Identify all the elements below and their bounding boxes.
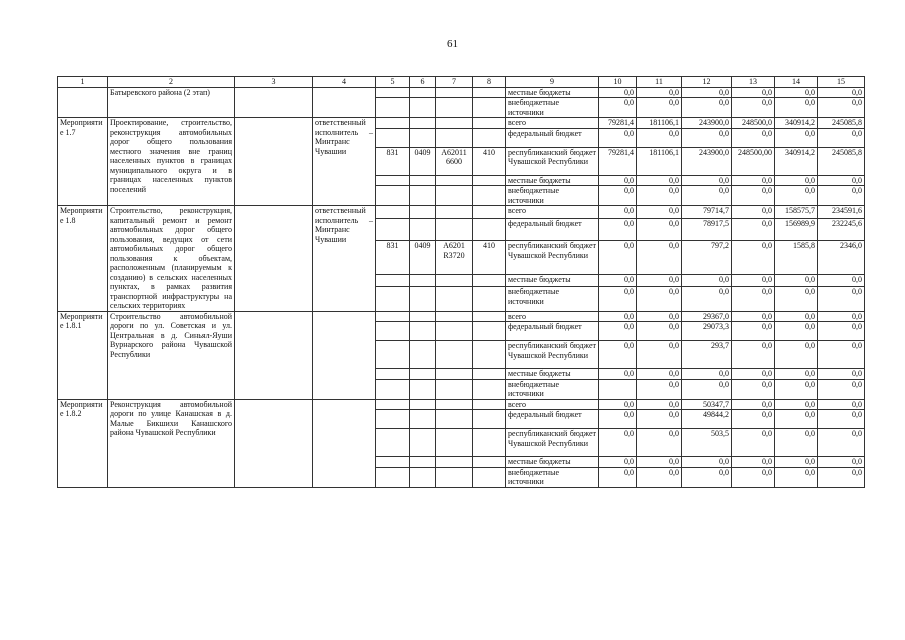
amount-cell: 232245,6 [818, 218, 865, 241]
amount-cell: 0,0 [637, 399, 682, 410]
funding-source-cell: всего [506, 206, 599, 219]
empty-cell [376, 175, 410, 186]
amount-cell: 0,0 [732, 399, 775, 410]
target-article-cell [436, 399, 473, 410]
amount-cell: 0,0 [775, 128, 818, 147]
empty-cell [436, 369, 473, 380]
empty-cell [436, 118, 473, 129]
amount-cell: 0,0 [775, 410, 818, 429]
empty-cell [473, 98, 506, 118]
amount-cell: 0,0 [818, 322, 865, 341]
empty-cell [235, 206, 313, 312]
amount-cell: 0,0 [818, 98, 865, 118]
amount-cell: 0,0 [732, 341, 775, 369]
amount-cell: 0,0 [599, 311, 637, 322]
amount-cell: 0,0 [599, 341, 637, 369]
empty-cell [376, 410, 410, 429]
amount-cell: 0,0 [818, 287, 865, 311]
amount-cell: 0,0 [732, 322, 775, 341]
amount-cell: 0,0 [775, 429, 818, 457]
amount-cell: 0,0 [599, 87, 637, 98]
amount-cell: 0,0 [637, 369, 682, 380]
amount-cell: 29367,0 [682, 311, 732, 322]
empty-cell [473, 118, 506, 129]
funding-source-cell: республиканский бюджет Чувашской Республики [506, 241, 599, 275]
empty-cell [436, 287, 473, 311]
empty-cell [235, 399, 313, 487]
amount-cell: 0,0 [775, 369, 818, 380]
table-row [58, 118, 865, 129]
amount-cell: 0,0 [599, 287, 637, 311]
amount-cell: 0,0 [682, 175, 732, 186]
amount-cell: 0,0 [637, 379, 682, 399]
amount-cell: 0,0 [599, 410, 637, 429]
executor-cell [313, 87, 376, 118]
amount-cell: 0,0 [775, 467, 818, 487]
funding-source-cell: местные бюджеты [506, 274, 599, 287]
funding-source-cell: местные бюджеты [506, 175, 599, 186]
empty-cell [410, 175, 436, 186]
amount-cell: 0,0 [637, 241, 682, 275]
amount-cell: 0,0 [732, 379, 775, 399]
amount-cell: 0,0 [637, 467, 682, 487]
amount-cell: 158575,7 [775, 206, 818, 219]
header-cell: 3 [235, 77, 313, 88]
amount-cell: 0,0 [599, 128, 637, 147]
amount-cell: 0,0 [732, 87, 775, 98]
amount-cell: 245085,8 [818, 118, 865, 129]
empty-cell [436, 98, 473, 118]
amount-cell: 0,0 [732, 175, 775, 186]
empty-cell [376, 98, 410, 118]
gkbs-code-cell [376, 399, 410, 410]
amount-cell: 0,0 [732, 410, 775, 429]
funding-source-cell: внебюджетные источники [506, 186, 599, 206]
empty-cell [376, 287, 410, 311]
amount-cell: 0,0 [818, 379, 865, 399]
empty-cell [410, 218, 436, 241]
amount-cell: 0,0 [637, 274, 682, 287]
empty-cell [473, 175, 506, 186]
amount-cell: 0,0 [599, 175, 637, 186]
empty-cell [410, 128, 436, 147]
empty-cell [376, 186, 410, 206]
funding-source-cell: внебюджетные источники [506, 287, 599, 311]
empty-cell [473, 322, 506, 341]
amount-cell: 0,0 [732, 467, 775, 487]
empty-cell [235, 87, 313, 118]
empty-cell [473, 186, 506, 206]
measure-code-cell [58, 87, 108, 118]
empty-cell [376, 369, 410, 380]
amount-cell: 0,0 [775, 274, 818, 287]
amount-cell: 0,0 [732, 311, 775, 322]
empty-cell [376, 274, 410, 287]
funding-source-cell: республиканский бюджет Чувашской Республики [506, 341, 599, 369]
amount-cell: 0,0 [775, 98, 818, 118]
expense-type-cell [473, 399, 506, 410]
empty-cell [410, 410, 436, 429]
empty-cell [376, 457, 410, 468]
expense-type-cell [473, 87, 506, 98]
empty-cell [473, 410, 506, 429]
empty-cell [410, 467, 436, 487]
amount-cell: 0,0 [775, 87, 818, 98]
empty-cell [436, 341, 473, 369]
section-code-cell [410, 311, 436, 322]
empty-cell [473, 379, 506, 399]
amount-cell: 0,0 [818, 410, 865, 429]
empty-cell [410, 379, 436, 399]
funding-source-cell: внебюджетные источники [506, 379, 599, 399]
empty-cell [376, 128, 410, 147]
empty-cell [436, 218, 473, 241]
amount-cell: 0,0 [818, 128, 865, 147]
amount-cell: 0,0 [818, 175, 865, 186]
section-code-cell: 0409 [410, 147, 436, 175]
amount-cell: 0,0 [732, 369, 775, 380]
empty-cell [410, 287, 436, 311]
empty-cell [473, 369, 506, 380]
header-cell: 1 [58, 77, 108, 88]
empty-cell [436, 410, 473, 429]
header-cell: 4 [313, 77, 376, 88]
amount-cell: 0,0 [732, 128, 775, 147]
empty-cell [410, 98, 436, 118]
executor-cell: ответственный исполнитель – Минтранс Чувашии [313, 118, 376, 206]
amount-cell: 0,0 [637, 457, 682, 468]
amount-cell: 0,0 [775, 186, 818, 206]
amount-cell: 0,0 [599, 274, 637, 287]
amount-cell: 0,0 [818, 341, 865, 369]
amount-cell: 78917,5 [682, 218, 732, 241]
amount-cell: 0,0 [818, 311, 865, 322]
empty-cell [473, 457, 506, 468]
funding-source-cell: всего [506, 311, 599, 322]
empty-cell [473, 128, 506, 147]
header-cell: 14 [775, 77, 818, 88]
amount-cell: 0,0 [599, 241, 637, 275]
empty-cell [410, 369, 436, 380]
funding-source-cell: федеральный бюджет [506, 128, 599, 147]
empty-cell [376, 379, 410, 399]
amount-cell: 0,0 [682, 98, 732, 118]
amount-cell: 0,0 [637, 218, 682, 241]
amount-cell: 79281,4 [599, 118, 637, 129]
amount-cell: 181106,1 [637, 118, 682, 129]
expense-type-cell: 410 [473, 241, 506, 275]
empty-cell [436, 175, 473, 186]
amount-cell: 0,0 [637, 186, 682, 206]
amount-cell: 0,0 [599, 206, 637, 219]
table-body [58, 77, 865, 488]
expense-type-cell: 410 [473, 147, 506, 175]
empty-cell [473, 429, 506, 457]
measure-code-cell: Мероприятие 1.8.1 [58, 311, 108, 399]
funding-source-cell: местные бюджеты [506, 87, 599, 98]
measure-description-cell: Реконструкция автомобильной дороги по улице Канашская в д. Малые Бикшихи Канашского района Чувашской Республики [108, 399, 235, 487]
empty-cell [436, 128, 473, 147]
amount-cell: 0,0 [818, 87, 865, 98]
amount-cell: 0,0 [732, 274, 775, 287]
amount-cell: 0,0 [682, 186, 732, 206]
amount-cell: 0,0 [818, 369, 865, 380]
amount-cell: 248500,00 [732, 147, 775, 175]
amount-cell: 0,0 [637, 87, 682, 98]
funding-source-cell: федеральный бюджет [506, 218, 599, 241]
amount-cell: 181106,1 [637, 147, 682, 175]
header-cell: 11 [637, 77, 682, 88]
amount-cell: 0,0 [637, 429, 682, 457]
amount-cell: 2346,0 [818, 241, 865, 275]
amount-cell: 0,0 [775, 175, 818, 186]
empty-cell [436, 429, 473, 457]
empty-cell [235, 118, 313, 206]
header-cell: 10 [599, 77, 637, 88]
gkbs-code-cell: 831 [376, 147, 410, 175]
funding-source-cell: всего [506, 399, 599, 410]
gkbs-code-cell [376, 87, 410, 98]
amount-cell: 0,0 [637, 98, 682, 118]
header-cell: 8 [473, 77, 506, 88]
gkbs-code-cell: 831 [376, 241, 410, 275]
empty-cell [436, 457, 473, 468]
header-cell: 13 [732, 77, 775, 88]
amount-cell: 0,0 [732, 287, 775, 311]
amount-cell: 49844,2 [682, 410, 732, 429]
amount-cell [599, 379, 637, 399]
amount-cell: 0,0 [732, 429, 775, 457]
table-row [58, 399, 865, 410]
amount-cell: 243900,0 [682, 147, 732, 175]
funding-source-cell: всего [506, 118, 599, 129]
amount-cell: 0,0 [637, 128, 682, 147]
amount-cell: 340914,2 [775, 118, 818, 129]
budget-table [57, 76, 865, 488]
amount-cell: 0,0 [599, 98, 637, 118]
amount-cell: 0,0 [637, 410, 682, 429]
amount-cell: 0,0 [818, 399, 865, 410]
amount-cell: 0,0 [682, 274, 732, 287]
expense-type-cell [473, 311, 506, 322]
empty-cell [410, 429, 436, 457]
amount-cell: 0,0 [682, 379, 732, 399]
amount-cell: 248500,0 [732, 118, 775, 129]
target-article-cell: А62011 6600 [436, 147, 473, 175]
amount-cell: 243900,0 [682, 118, 732, 129]
executor-cell [313, 399, 376, 487]
amount-cell: 0,0 [818, 467, 865, 487]
amount-cell: 0,0 [732, 206, 775, 219]
header-cell: 2 [108, 77, 235, 88]
amount-cell: 0,0 [599, 467, 637, 487]
empty-cell [410, 186, 436, 206]
amount-cell: 0,0 [682, 369, 732, 380]
funding-source-cell: республиканский бюджет Чувашской Республики [506, 147, 599, 175]
amount-cell: 0,0 [682, 128, 732, 147]
empty-cell [473, 341, 506, 369]
amount-cell: 0,0 [818, 274, 865, 287]
measure-code-cell: Мероприятие 1.8.2 [58, 399, 108, 487]
amount-cell: 0,0 [637, 341, 682, 369]
amount-cell: 0,0 [637, 206, 682, 219]
empty-cell [473, 218, 506, 241]
section-code-cell [410, 87, 436, 98]
measure-description-cell: Строительство автомобильной дороги по ул. Советская и ул. Центральная в д. Синьял-Яуши Вурнарского района Чувашской Республики [108, 311, 235, 399]
amount-cell: 0,0 [775, 399, 818, 410]
amount-cell: 0,0 [732, 457, 775, 468]
executor-cell [313, 311, 376, 399]
target-article-cell [436, 87, 473, 98]
amount-cell: 0,0 [732, 241, 775, 275]
measure-code-cell: Мероприятие 1.8 [58, 206, 108, 312]
amount-cell: 0,0 [599, 322, 637, 341]
funding-source-cell: внебюджетные источники [506, 467, 599, 487]
table-row [58, 311, 865, 322]
funding-source-cell: федеральный бюджет [506, 322, 599, 341]
table-row [58, 206, 865, 219]
funding-source-cell: федеральный бюджет [506, 410, 599, 429]
amount-cell: 245085,8 [818, 147, 865, 175]
amount-cell: 29073,3 [682, 322, 732, 341]
header-cell: 6 [410, 77, 436, 88]
target-article-cell [436, 311, 473, 322]
amount-cell: 340914,2 [775, 147, 818, 175]
amount-cell: 0,0 [775, 341, 818, 369]
empty-cell [376, 429, 410, 457]
empty-cell [436, 206, 473, 219]
empty-cell [410, 274, 436, 287]
amount-cell: 0,0 [637, 175, 682, 186]
amount-cell: 0,0 [637, 287, 682, 311]
amount-cell: 0,0 [599, 457, 637, 468]
amount-cell: 0,0 [818, 186, 865, 206]
amount-cell: 79281,4 [599, 147, 637, 175]
empty-cell [376, 206, 410, 219]
header-cell: 9 [506, 77, 599, 88]
empty-cell [410, 322, 436, 341]
empty-cell [436, 379, 473, 399]
empty-cell [410, 341, 436, 369]
funding-source-cell: республиканский бюджет Чувашской Республики [506, 429, 599, 457]
amount-cell: 0,0 [775, 311, 818, 322]
empty-cell [436, 467, 473, 487]
amount-cell: 0,0 [682, 87, 732, 98]
measure-code-cell: Мероприятие 1.7 [58, 118, 108, 206]
empty-cell [473, 467, 506, 487]
header-row [58, 77, 865, 88]
amount-cell: 0,0 [599, 369, 637, 380]
header-cell: 15 [818, 77, 865, 88]
measure-description-cell: Батыревского района (2 этап) [108, 87, 235, 118]
amount-cell: 0,0 [637, 322, 682, 341]
target-article-cell: А6201 R3720 [436, 241, 473, 275]
empty-cell [436, 186, 473, 206]
empty-cell [376, 118, 410, 129]
amount-cell: 0,0 [775, 287, 818, 311]
table-row [58, 87, 865, 98]
executor-cell: ответственный исполнитель – Минтранс Чувашии [313, 206, 376, 312]
funding-source-cell: местные бюджеты [506, 457, 599, 468]
amount-cell: 0,0 [599, 399, 637, 410]
empty-cell [473, 206, 506, 219]
empty-cell [410, 206, 436, 219]
amount-cell: 156989,9 [775, 218, 818, 241]
empty-cell [376, 341, 410, 369]
header-cell: 12 [682, 77, 732, 88]
empty-cell [436, 274, 473, 287]
empty-cell [473, 274, 506, 287]
amount-cell: 293,7 [682, 341, 732, 369]
empty-cell [410, 457, 436, 468]
funding-source-cell: внебюджетные источники [506, 98, 599, 118]
empty-cell [410, 118, 436, 129]
amount-cell: 0,0 [599, 218, 637, 241]
amount-cell: 234591,6 [818, 206, 865, 219]
measure-description-cell: Строительство, реконструкция, капитальный ремонт и ремонт автомобильных дорог общего пользования, ведущих от сети автомобильных дорог общего пользования к объектам, расположенным (планируемым к созданию) в сельских населенных пунктах, в рамках развития транспортной инфраструктуры на сельских территориях [108, 206, 235, 312]
amount-cell: 0,0 [599, 429, 637, 457]
amount-cell: 0,0 [682, 467, 732, 487]
amount-cell: 50347,7 [682, 399, 732, 410]
amount-cell: 0,0 [775, 322, 818, 341]
amount-cell: 503,5 [682, 429, 732, 457]
page-number: 61 [447, 38, 458, 50]
amount-cell: 0,0 [732, 218, 775, 241]
amount-cell: 0,0 [682, 287, 732, 311]
section-code-cell [410, 399, 436, 410]
funding-source-cell: местные бюджеты [506, 369, 599, 380]
empty-cell [376, 218, 410, 241]
empty-cell [376, 322, 410, 341]
amount-cell: 0,0 [818, 457, 865, 468]
amount-cell: 0,0 [775, 379, 818, 399]
header-cell: 5 [376, 77, 410, 88]
amount-cell: 0,0 [775, 457, 818, 468]
amount-cell: 0,0 [599, 186, 637, 206]
amount-cell: 79714,7 [682, 206, 732, 219]
section-code-cell: 0409 [410, 241, 436, 275]
measure-description-cell: Проектирование, строительство, реконструкция автомобильных дорог общего пользования местного значения вне границ населенных пунктов в границах муниципального округа и в границах населенных пунктов поселений [108, 118, 235, 206]
empty-cell [376, 467, 410, 487]
gkbs-code-cell [376, 311, 410, 322]
empty-cell [235, 311, 313, 399]
header-cell: 7 [436, 77, 473, 88]
amount-cell: 0,0 [818, 429, 865, 457]
empty-cell [436, 322, 473, 341]
amount-cell: 0,0 [732, 98, 775, 118]
empty-cell [473, 287, 506, 311]
amount-cell: 0,0 [682, 457, 732, 468]
amount-cell: 0,0 [637, 311, 682, 322]
amount-cell: 797,2 [682, 241, 732, 275]
amount-cell: 1585,8 [775, 241, 818, 275]
amount-cell: 0,0 [732, 186, 775, 206]
